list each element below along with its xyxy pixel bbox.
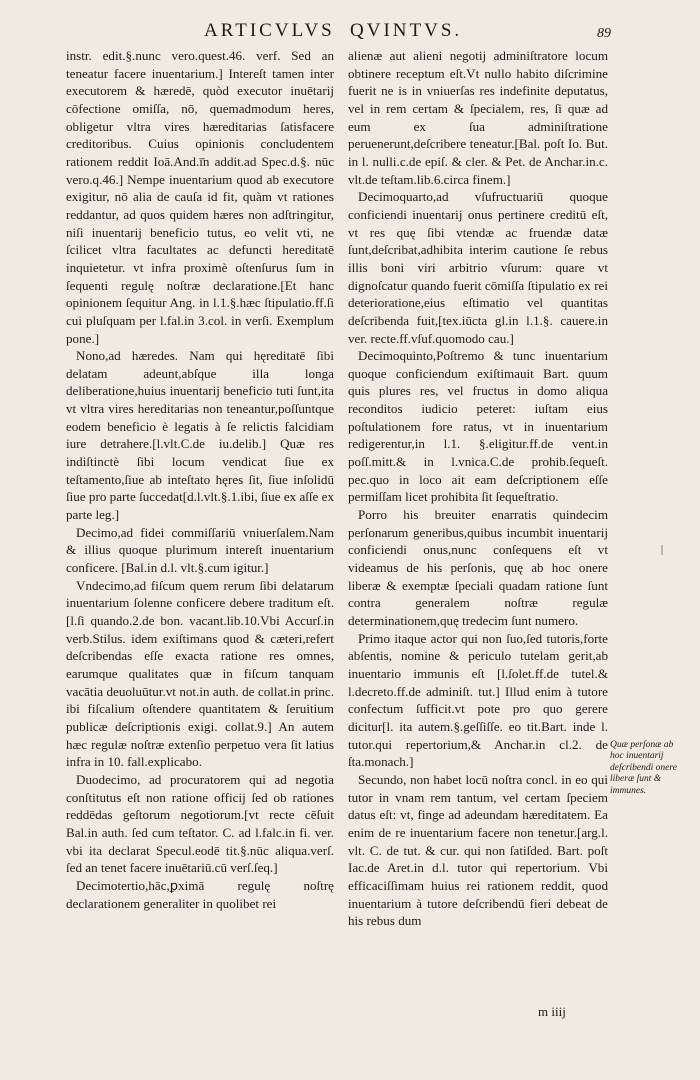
paragraph: Decimoquarto,ad vſufructuariū quoque conficiendi inuentarij onus pertinere creditū eſt, vt res quę ſibi vtendæ ac fruendæ datæ ſunt,deſcribat,adhibita interim cautione ſe rebus illis boni viri arbitrio vſurum: quare vt dignoſcatur quando fuerit cōmiſſa ſtipulatio ex rei deterioratione,eius eſtimatio vel quantitas deſcribenda fuit,[tex.iūcta gl.in l.1.§. cauere.in ver. recte.ff.vſuf.quomodo cau.] xyxy=(348,189,608,346)
right-column xyxy=(348,47,608,930)
paragraph: Nono,ad hæredes. Nam qui hęreditatē ſibi delatam adeunt,abſque illa longa deliberatione,huius inuentarij beneficio tuti ſunt,ita vt vltra vires hereditarias non teneantur,poſſuntque eodem beneficio è legatis à ſe relictis falcidiam iure detrahere.[l.vlt.C.de iu.delib.] Quæ res indiſtinctè ſibi locum vendicat ſiue ex teſtamento,ſiue ab inteſtato hęres ſit, ſiue inſolidū ſiue pro parte ſuccedat[d.l.vlt.§.1.ibi, ſiue ex aſſe ex parte leg.] xyxy=(66,348,334,523)
paragraph: Decimotertio,hāc,ꝑximā regulę noſtrę declarationem generaliter in quolibet rei xyxy=(66,877,334,911)
running-head-title: ARTICVLVS xyxy=(204,20,335,41)
ink-mark xyxy=(661,545,663,555)
left-column xyxy=(66,47,334,912)
marginal-note: Quæ perſonæ ab hoc inuentarij deſcribendi onere liberæ ſunt & immunes. xyxy=(610,740,677,796)
running-head-subtitle: QVINTVS. xyxy=(350,20,463,41)
paragraph: Primo itaque actor qui non ſuo,ſed tutoris,forte abſentis, nomine & periculo tutelam gerit,ab inuentario immunis eſt [l.ſolet.ff.de tutel.& l.decreto.ff.de adminiſt. tut.] Illud enim à tutore confectum ſufficit.vt pote pro quo gerere dicitur[l. ita autem.§.geſſiſſe. eo tit.Bart. inde l. tutor.qui repertorium,& Anchar.in cl.2. de ſta.monach.] xyxy=(348,630,608,770)
running-head xyxy=(0,20,700,46)
signature-mark: m iiij xyxy=(538,1004,566,1019)
paragraph: Secundo, non habet locū noſtra concl. in eo qui tutor in vnam rem tantum, vel certam ſpeciem datus eſt: vt, finge ad adeundam hæreditatem. Ea enim de re inuentarium facere non tenetur.[arg.l. vlt. C. de tut. & cur. qui non ſatiſded. Bart. poſt Iac.de Aret.in d.l. tutor qui repertorium. Vbi efficaciſſimam huius rei rationem reddit, quod inuentarium à tutore deſcribendū fieri debeat de his rebus dum xyxy=(348,771,608,929)
page-number: 89 xyxy=(597,26,611,41)
paragraph: Decimoquinto,Poſtremo & tunc inuentarium quoque conficiendum exiſtimauit Bart. quum quis plures res, vel fructus in domo aliqua reconditos iudicio peteret: iuſtam eius poſtulationem fore ratus, vt in inuentarium redigerentur,in l.1. §.eligitur.ff.de vent.in poſſ.mitt.& in l.vnica.C.de prohib.ſequeſt. pec.quo in loco ait eam deſcriptionem eſſe permiſſam licet prohibita ſit ſequeſtratio. xyxy=(348,348,608,505)
paragraph: Porro his breuiter enarratis quindecim perſonarum generibus,quibus incumbit inuentarij conficiendi onus,nunc conſequens eſt vt videamus de his perſonis, quę ab hoc onere liberæ & exemptæ ſpeciali quadam ratione ſunt contra generalem noſtræ regulæ determinationem,quę tredecim ſunt numero. xyxy=(348,507,608,628)
paragraph: alienæ aut alieni negotij adminiſtratore locum obtinere receptum eſt.Vt nullo habito diſcrimine fuerit ne is in vniuerſas res indefinite deputatus, vel in rem certam & ſpecialem, res, ſi quæ ad eum ex ſua adminiſtratione peruenerunt,deſcribere teneatur.[Bal. poſt Io. But. in l. nulli.c.de epiſ. & cler. & Pet. de Anchar.in.c. vlt.de teſtam.lib.6.circa finem.] xyxy=(348,48,608,187)
paragraph: instr. edit.§.nunc vero.quest.46. verf. Sed an teneatur facere inuentarium.] Intereſt tamen inter executorem & hæredē, quòd executor inuētarij cōfectione omiſſa, nō, quemadmodum heres, obligetur vltra vires hæreditarias ſatisfacere creditoribus. Cuius opinionis concludentem rationem reddit Ioā.And.ī̄n addit.ad Spec.d.§. nūc vero.q.46.] Nempe inuentarium quod ab executore exigitur, nō alia de cauſa id fit, quàm vt rationes reddantur, ad quos quidem hæres non adſtringitur, niſi inuentarij beneficio tutus, eo velit vti, ne ſcilicet vltra facultates ac defuncti hereditatē inquietetur. vt infra proximè oſtenſurus ſum in ſequenti regulę noſtræ declaratione.[Et hanc opinionem ſequitur Ang. in l.1.§.hæc ſtipulatio.ff.ſi cui pluſquam per l.fal.in 3.col. in verſi. Exemplum pone.] xyxy=(66,48,334,346)
paragraph: Decimo,ad fidei commiſſariū vniuerſalem.Nam & illius quoque plurimum intereſt inuentarium conficere. [Bal.in d.l. vlt.§.cum igitur.] xyxy=(66,524,334,576)
paragraph: Vndecimo,ad fiſcum quem rerum ſibi delatarum inuentarium ſolenne conficere debere traditum eſt.[l.ſi quando.2.de bon. vacant.lib.10.Vbi Accurſ.in verb.Stilus. idem exiſtimans quod & cæteri,refert deſcribendas eſſe exacta ratione res omnes, earumque qualitates quæ in fiſcum tanquam vacātia deuoluūtur.vt not.in auth. de collat.in princ. ibi fiſcalium oſtendere quantitatem & ſeruitium publicæ deſcriptionis exigi. collat.9.] An autem hæc regulæ noſtræ extenſio perpetuo vera ſit latius infra in 10. fall.explicabo. xyxy=(66,577,334,770)
paragraph: Duodecimo, ad procuratorem qui ad negotia conſtitutus eſt non ratione officij ſed ob rationes reddēdas geſtorum negotiorum.[vt recte cēſuit Bal.in auth. ſed cum teſtator. C. ad l.falc.in fi. ver. vbi ita declarat Specul.eodē tit.§.nūc aliqua.verſ. ſed an tenet facere inuētariū.cū verſ.ſeq.] xyxy=(66,771,334,876)
